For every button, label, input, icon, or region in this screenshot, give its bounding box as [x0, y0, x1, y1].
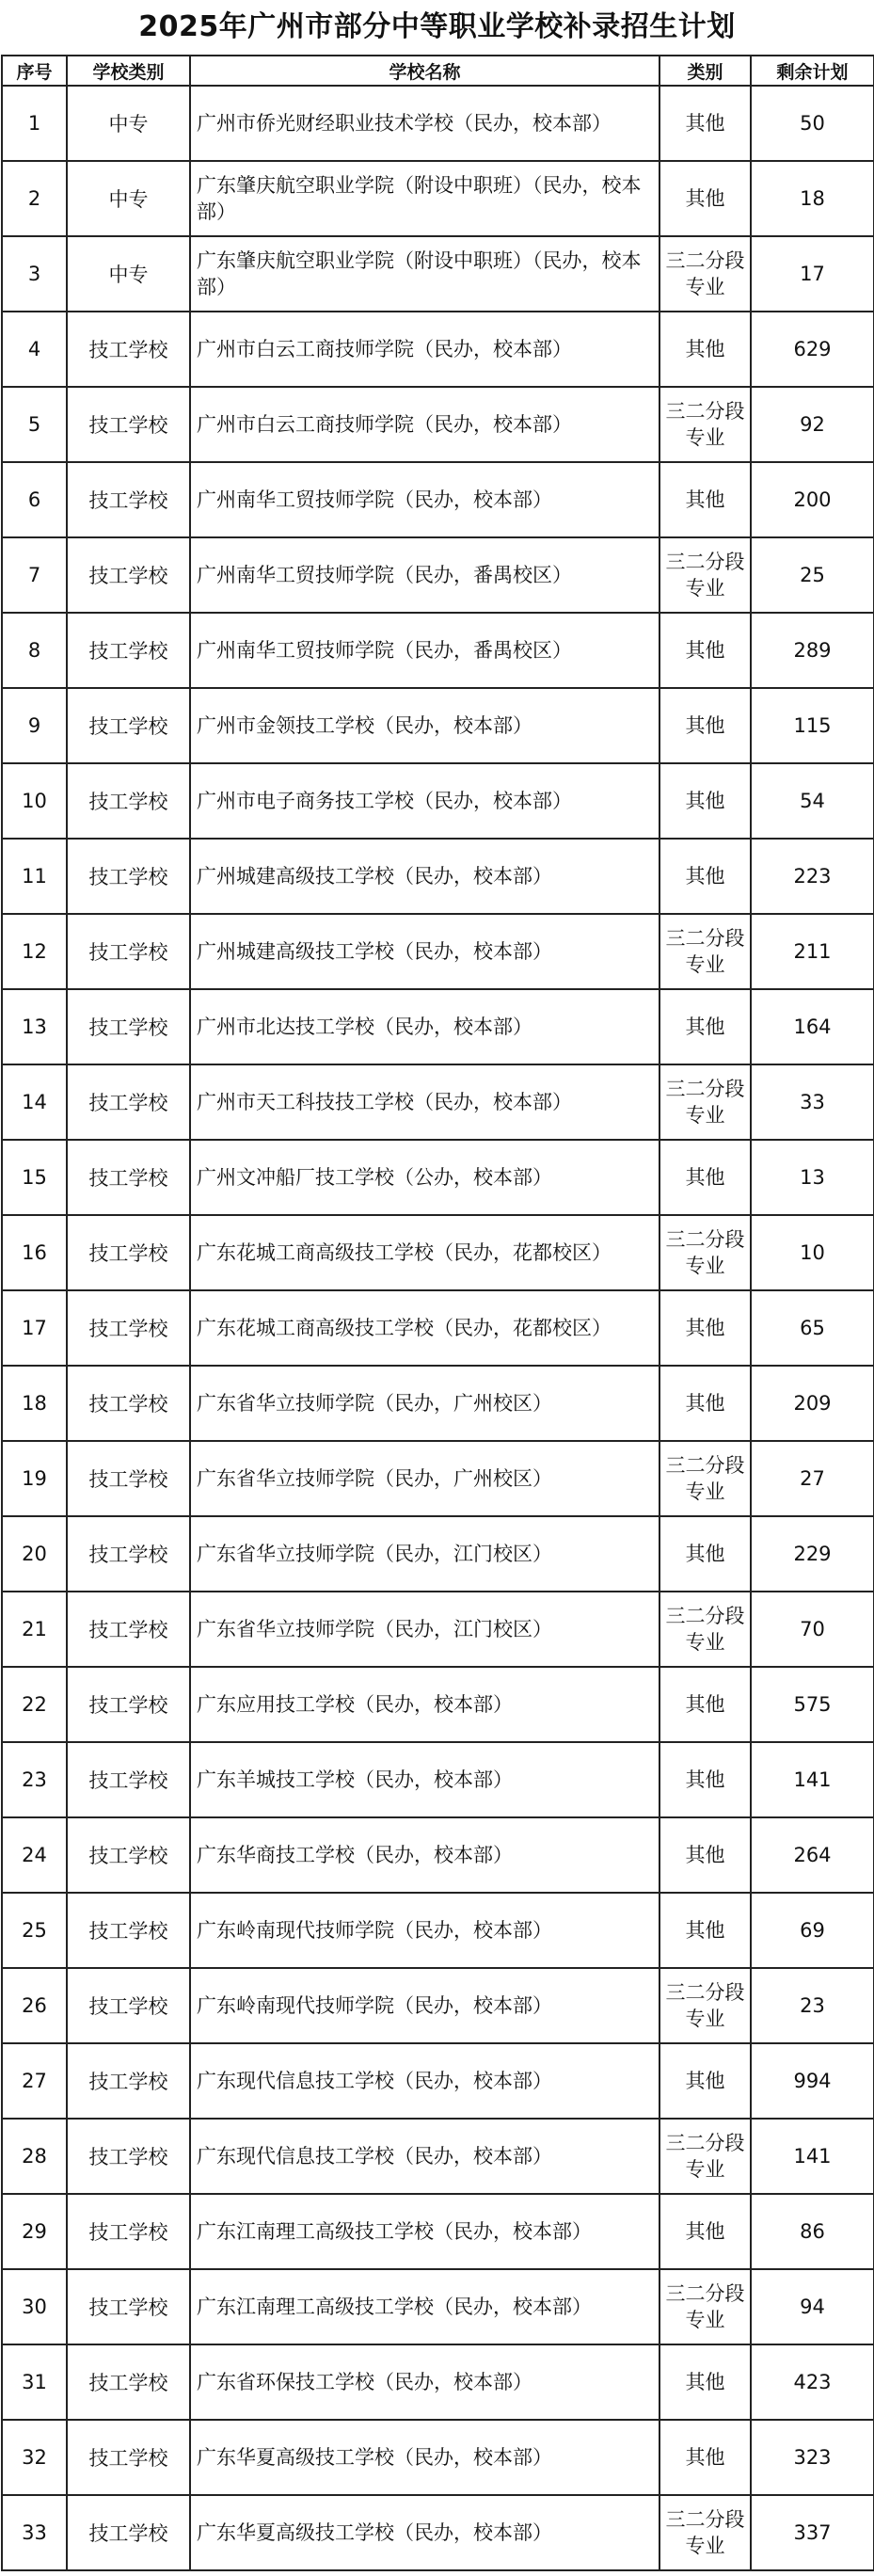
cell-school-type: 技工学校: [67, 1742, 190, 1817]
cell-category: 其他: [659, 1516, 751, 1592]
cell-school-name: 广州城建高级技工学校（民办，校本部）: [190, 839, 659, 914]
table-row: [2, 1893, 874, 1968]
table-row: [2, 387, 874, 462]
cell-school-type: 技工学校: [67, 914, 190, 989]
cell-category: 三二分段专业: [659, 914, 751, 989]
cell-school-type: 技工学校: [67, 1140, 190, 1215]
cell-remaining: 65: [751, 1290, 874, 1366]
cell-no: 19: [2, 1441, 67, 1516]
cell-school-name: 广东华商技工学校（民办，校本部）: [190, 1817, 659, 1893]
enrollment-table: [1, 55, 874, 2571]
cell-category: 其他: [659, 1667, 751, 1742]
cell-category: 三二分段专业: [659, 1968, 751, 2043]
cell-remaining: 209: [751, 1366, 874, 1441]
cell-no: 6: [2, 462, 67, 537]
cell-school-name: 广东肇庆航空职业学院（附设中职班）（民办，校本部）: [190, 236, 659, 312]
cell-category: 三二分段专业: [659, 2119, 751, 2194]
cell-school-type: 技工学校: [67, 2119, 190, 2194]
cell-no: 1: [2, 86, 67, 161]
table-row: [2, 1516, 874, 1592]
cell-category: 三二分段专业: [659, 1064, 751, 1140]
cell-no: 14: [2, 1064, 67, 1140]
cell-no: 12: [2, 914, 67, 989]
cell-no: 22: [2, 1667, 67, 1742]
cell-school-type: 中专: [67, 86, 190, 161]
cell-remaining: 17: [751, 236, 874, 312]
cell-no: 8: [2, 613, 67, 688]
table-row: [2, 1140, 874, 1215]
cell-category: 其他: [659, 1742, 751, 1817]
table-body: [2, 86, 874, 2570]
cell-school-type: 技工学校: [67, 1441, 190, 1516]
table-row: [2, 236, 874, 312]
cell-school-name: 广东现代信息技工学校（民办，校本部）: [190, 2119, 659, 2194]
cell-remaining: 50: [751, 86, 874, 161]
table-row: [2, 2495, 874, 2570]
cell-category: 其他: [659, 1817, 751, 1893]
cell-no: 16: [2, 1215, 67, 1290]
cell-school-type: 技工学校: [67, 312, 190, 387]
cell-remaining: 575: [751, 1667, 874, 1742]
cell-no: 15: [2, 1140, 67, 1215]
cell-remaining: 164: [751, 989, 874, 1064]
cell-school-type: 技工学校: [67, 2194, 190, 2269]
cell-category: 三二分段专业: [659, 1215, 751, 1290]
table-row: [2, 1290, 874, 1366]
cell-school-type: 技工学校: [67, 2495, 190, 2570]
cell-remaining: 33: [751, 1064, 874, 1140]
cell-no: 21: [2, 1592, 67, 1667]
cell-category: 其他: [659, 161, 751, 236]
cell-no: 5: [2, 387, 67, 462]
table-row: [2, 2043, 874, 2119]
cell-school-type: 技工学校: [67, 989, 190, 1064]
cell-school-name: 广州南华工贸技师学院（民办，番禺校区）: [190, 537, 659, 613]
cell-remaining: 27: [751, 1441, 874, 1516]
cell-category: 其他: [659, 839, 751, 914]
cell-remaining: 337: [751, 2495, 874, 2570]
table-row: [2, 763, 874, 839]
cell-category: 其他: [659, 989, 751, 1064]
table-row: [2, 688, 874, 763]
cell-remaining: 994: [751, 2043, 874, 2119]
cell-remaining: 69: [751, 1893, 874, 1968]
cell-remaining: 86: [751, 2194, 874, 2269]
cell-school-name: 广东华夏高级技工学校（民办，校本部）: [190, 2420, 659, 2495]
table-row: [2, 86, 874, 161]
table-row: [2, 312, 874, 387]
cell-school-name: 广州市白云工商技师学院（民办，校本部）: [190, 312, 659, 387]
table-row: [2, 1742, 874, 1817]
table-row: [2, 1215, 874, 1290]
cell-no: 28: [2, 2119, 67, 2194]
cell-remaining: 18: [751, 161, 874, 236]
cell-category: 其他: [659, 2043, 751, 2119]
cell-no: 30: [2, 2269, 67, 2344]
cell-school-type: 技工学校: [67, 839, 190, 914]
cell-remaining: 54: [751, 763, 874, 839]
table-row: [2, 1968, 874, 2043]
cell-category: 三二分段专业: [659, 2495, 751, 2570]
cell-remaining: 23: [751, 1968, 874, 2043]
cell-school-type: 技工学校: [67, 462, 190, 537]
cell-no: 9: [2, 688, 67, 763]
cell-school-type: 技工学校: [67, 1667, 190, 1742]
header-remaining: 剩余计划: [751, 56, 874, 86]
table-row: [2, 2344, 874, 2420]
cell-remaining: 141: [751, 2119, 874, 2194]
cell-school-type: 技工学校: [67, 1592, 190, 1667]
cell-school-type: 技工学校: [67, 2344, 190, 2420]
cell-category: 三二分段专业: [659, 1441, 751, 1516]
cell-school-name: 广东花城工商高级技工学校（民办，花都校区）: [190, 1290, 659, 1366]
cell-category: 其他: [659, 1366, 751, 1441]
cell-no: 4: [2, 312, 67, 387]
cell-remaining: 70: [751, 1592, 874, 1667]
cell-school-name: 广东现代信息技工学校（民办，校本部）: [190, 2043, 659, 2119]
cell-school-type: 技工学校: [67, 1893, 190, 1968]
cell-no: 7: [2, 537, 67, 613]
cell-school-type: 技工学校: [67, 2420, 190, 2495]
cell-category: 其他: [659, 2344, 751, 2420]
cell-school-type: 技工学校: [67, 1290, 190, 1366]
cell-category: 其他: [659, 462, 751, 537]
cell-school-name: 广东羊城技工学校（民办，校本部）: [190, 1742, 659, 1817]
cell-school-type: 技工学校: [67, 613, 190, 688]
header-school-name: 学校名称: [190, 56, 659, 86]
table-row: [2, 2420, 874, 2495]
cell-category: 其他: [659, 312, 751, 387]
cell-category: 其他: [659, 1290, 751, 1366]
cell-category: 三二分段专业: [659, 387, 751, 462]
header-category: 类别: [659, 56, 751, 86]
cell-no: 20: [2, 1516, 67, 1592]
cell-category: 其他: [659, 2420, 751, 2495]
cell-no: 3: [2, 236, 67, 312]
cell-school-type: 技工学校: [67, 387, 190, 462]
cell-category: 其他: [659, 763, 751, 839]
table-row: [2, 914, 874, 989]
cell-remaining: 211: [751, 914, 874, 989]
cell-no: 32: [2, 2420, 67, 2495]
cell-school-type: 技工学校: [67, 537, 190, 613]
cell-remaining: 323: [751, 2420, 874, 2495]
cell-school-name: 广东应用技工学校（民办，校本部）: [190, 1667, 659, 1742]
cell-no: 31: [2, 2344, 67, 2420]
cell-category: 三二分段专业: [659, 1592, 751, 1667]
cell-school-type: 中专: [67, 161, 190, 236]
cell-school-name: 广东岭南现代技师学院（民办，校本部）: [190, 1893, 659, 1968]
cell-school-name: 广州市金领技工学校（民办，校本部）: [190, 688, 659, 763]
cell-school-type: 技工学校: [67, 1215, 190, 1290]
table-row: [2, 839, 874, 914]
table-row: [2, 1441, 874, 1516]
cell-remaining: 115: [751, 688, 874, 763]
cell-school-type: 技工学校: [67, 1968, 190, 2043]
cell-school-name: 广州市白云工商技师学院（民办，校本部）: [190, 387, 659, 462]
cell-school-type: 技工学校: [67, 2269, 190, 2344]
cell-category: 三二分段专业: [659, 537, 751, 613]
cell-school-type: 技工学校: [67, 1064, 190, 1140]
cell-remaining: 423: [751, 2344, 874, 2420]
cell-category: 三二分段专业: [659, 2269, 751, 2344]
cell-remaining: 629: [751, 312, 874, 387]
cell-school-type: 技工学校: [67, 1366, 190, 1441]
cell-school-name: 广州市侨光财经职业技术学校（民办，校本部）: [190, 86, 659, 161]
page-title: 2025年广州市部分中等职业学校补录招生计划: [138, 10, 736, 43]
cell-school-type: 技工学校: [67, 2043, 190, 2119]
table-row: [2, 613, 874, 688]
cell-remaining: 13: [751, 1140, 874, 1215]
table-row: [2, 462, 874, 537]
table-row: [2, 537, 874, 613]
table-row: [2, 1366, 874, 1441]
cell-remaining: 25: [751, 537, 874, 613]
cell-category: 其他: [659, 1893, 751, 1968]
cell-school-name: 广州城建高级技工学校（民办，校本部）: [190, 914, 659, 989]
cell-school-name: 广州市北达技工学校（民办，校本部）: [190, 989, 659, 1064]
cell-remaining: 264: [751, 1817, 874, 1893]
table-row: [2, 1667, 874, 1742]
table-row: [2, 1064, 874, 1140]
cell-no: 13: [2, 989, 67, 1064]
cell-category: 三二分段专业: [659, 236, 751, 312]
cell-category: 其他: [659, 688, 751, 763]
cell-school-name: 广东省华立技师学院（民办，江门校区）: [190, 1592, 659, 1667]
cell-school-name: 广东江南理工高级技工学校（民办，校本部）: [190, 2269, 659, 2344]
cell-no: 29: [2, 2194, 67, 2269]
table-row: [2, 1592, 874, 1667]
cell-no: 17: [2, 1290, 67, 1366]
cell-school-name: 广东省环保技工学校（民办，校本部）: [190, 2344, 659, 2420]
cell-school-name: 广东省华立技师学院（民办，广州校区）: [190, 1441, 659, 1516]
table-row: [2, 161, 874, 236]
table-row: [2, 2194, 874, 2269]
cell-school-name: 广东省华立技师学院（民办，广州校区）: [190, 1366, 659, 1441]
cell-school-type: 技工学校: [67, 1516, 190, 1592]
cell-school-type: 技工学校: [67, 763, 190, 839]
table-row: [2, 2269, 874, 2344]
cell-no: 27: [2, 2043, 67, 2119]
cell-no: 33: [2, 2495, 67, 2570]
cell-school-name: 广东花城工商高级技工学校（民办，花都校区）: [190, 1215, 659, 1290]
cell-remaining: 200: [751, 462, 874, 537]
header-school-type: 学校类别: [67, 56, 190, 86]
cell-category: 其他: [659, 1140, 751, 1215]
cell-school-name: 广东华夏高级技工学校（民办，校本部）: [190, 2495, 659, 2570]
cell-school-name: 广州市天工科技技工学校（民办，校本部）: [190, 1064, 659, 1140]
table-row: [2, 2119, 874, 2194]
cell-school-name: 广州南华工贸技师学院（民办，番禺校区）: [190, 613, 659, 688]
cell-remaining: 94: [751, 2269, 874, 2344]
table-row: [2, 989, 874, 1064]
cell-no: 11: [2, 839, 67, 914]
cell-no: 18: [2, 1366, 67, 1441]
cell-school-name: 广东肇庆航空职业学院（附设中职班）（民办，校本部）: [190, 161, 659, 236]
cell-school-type: 技工学校: [67, 1817, 190, 1893]
cell-category: 其他: [659, 86, 751, 161]
cell-remaining: 141: [751, 1742, 874, 1817]
header-no: 序号: [2, 56, 67, 86]
cell-remaining: 223: [751, 839, 874, 914]
cell-category: 其他: [659, 2194, 751, 2269]
table-row: [2, 1817, 874, 1893]
cell-school-name: 广州市电子商务技工学校（民办，校本部）: [190, 763, 659, 839]
cell-remaining: 289: [751, 613, 874, 688]
cell-no: 23: [2, 1742, 67, 1817]
cell-school-name: 广州文冲船厂技工学校（公办，校本部）: [190, 1140, 659, 1215]
cell-school-name: 广东省华立技师学院（民办，江门校区）: [190, 1516, 659, 1592]
cell-no: 26: [2, 1968, 67, 2043]
cell-school-name: 广东江南理工高级技工学校（民办，校本部）: [190, 2194, 659, 2269]
cell-no: 2: [2, 161, 67, 236]
cell-category: 其他: [659, 613, 751, 688]
cell-school-type: 中专: [67, 236, 190, 312]
cell-remaining: 10: [751, 1215, 874, 1290]
cell-remaining: 92: [751, 387, 874, 462]
cell-school-name: 广州南华工贸技师学院（民办，校本部）: [190, 462, 659, 537]
cell-no: 25: [2, 1893, 67, 1968]
cell-remaining: 229: [751, 1516, 874, 1592]
cell-no: 24: [2, 1817, 67, 1893]
table-header-row: [2, 56, 874, 86]
cell-no: 10: [2, 763, 67, 839]
cell-school-name: 广东岭南现代技师学院（民办，校本部）: [190, 1968, 659, 2043]
cell-school-type: 技工学校: [67, 688, 190, 763]
